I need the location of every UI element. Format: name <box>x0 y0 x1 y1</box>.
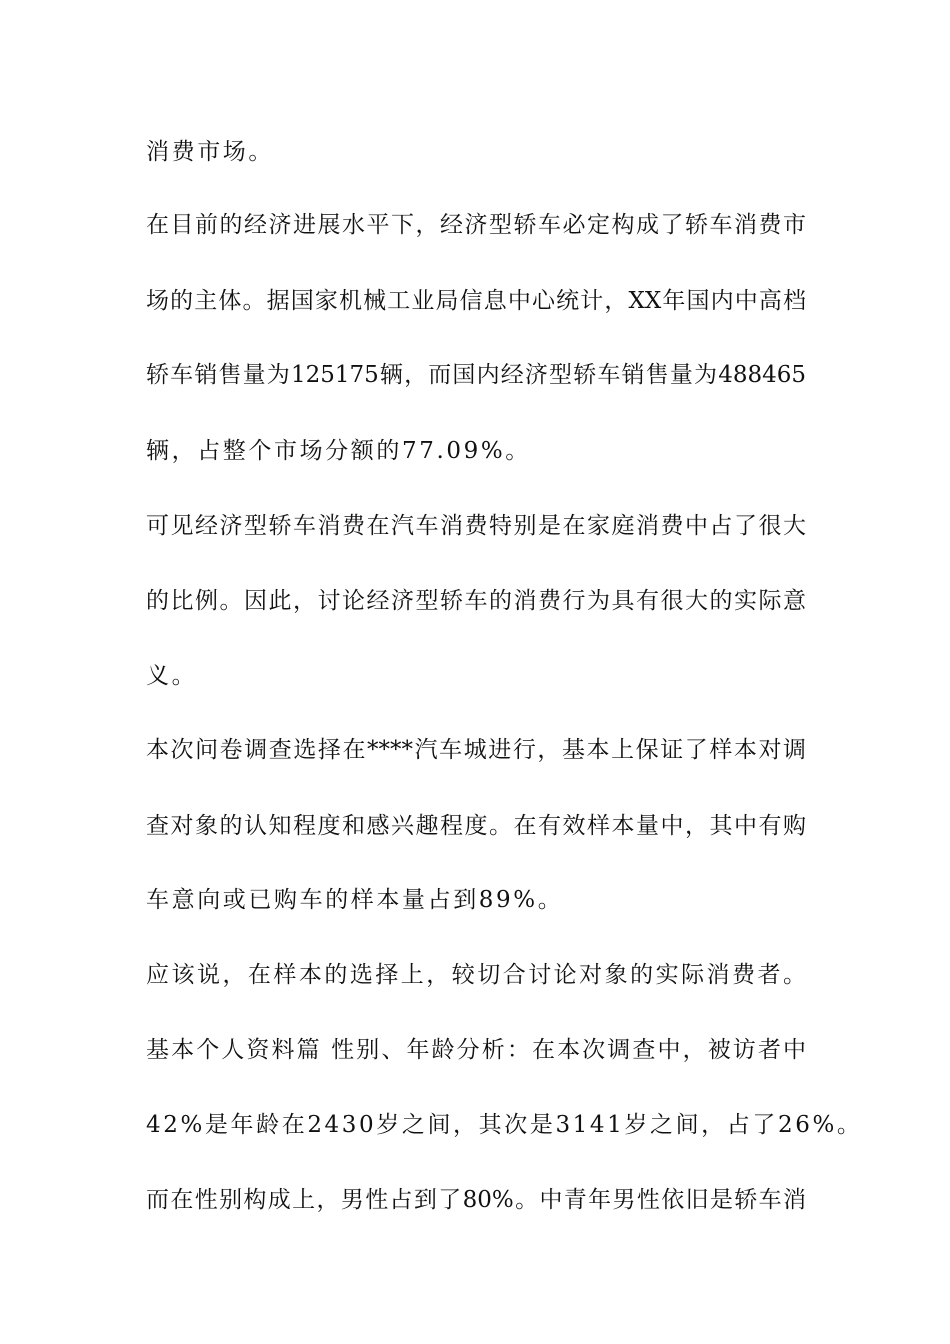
text-line: 消费市场。 <box>146 139 274 165</box>
text-line: 本次问卷调查选择在****汽车城进行，基本上保证了样本对调 <box>146 737 806 763</box>
text-line: 场的主体。据国家机械工业局信息中心统计，XX年国内中高档 <box>146 288 806 314</box>
text-line: 基本个人资料篇 性别、年龄分析：在本次调查中，被访者中 <box>146 1037 806 1063</box>
text-line: 在目前的经济进展水平下，经济型轿车必定构成了轿车消费市 <box>146 212 806 238</box>
text-line: 可见经济型轿车消费在汽车消费特别是在家庭消费中占了很大 <box>146 513 806 539</box>
text-line: 辆，占整个市场分额的77.09%。 <box>146 438 531 464</box>
text-line: 查对象的认知程度和感兴趣程度。在有效样本量中，其中有购 <box>146 813 806 839</box>
text-line: 车意向或已购车的样本量占到89%。 <box>146 887 564 913</box>
text-line: 轿车销售量为125175辆，而国内经济型轿车销售量为488465 <box>146 362 806 388</box>
text-line: 而在性别构成上，男性占到了80%。中青年男性依旧是轿车消 <box>146 1187 806 1213</box>
text-line: 应该说，在样本的选择上，较切合讨论对象的实际消费者。 <box>146 962 806 988</box>
text-line: 42%是年龄在2430岁之间，其次是3141岁之间，占了26%。 <box>146 1112 863 1138</box>
text-line: 义。 <box>146 663 198 689</box>
text-line: 的比例。因此，讨论经济型轿车的消费行为具有很大的实际意 <box>146 588 806 614</box>
